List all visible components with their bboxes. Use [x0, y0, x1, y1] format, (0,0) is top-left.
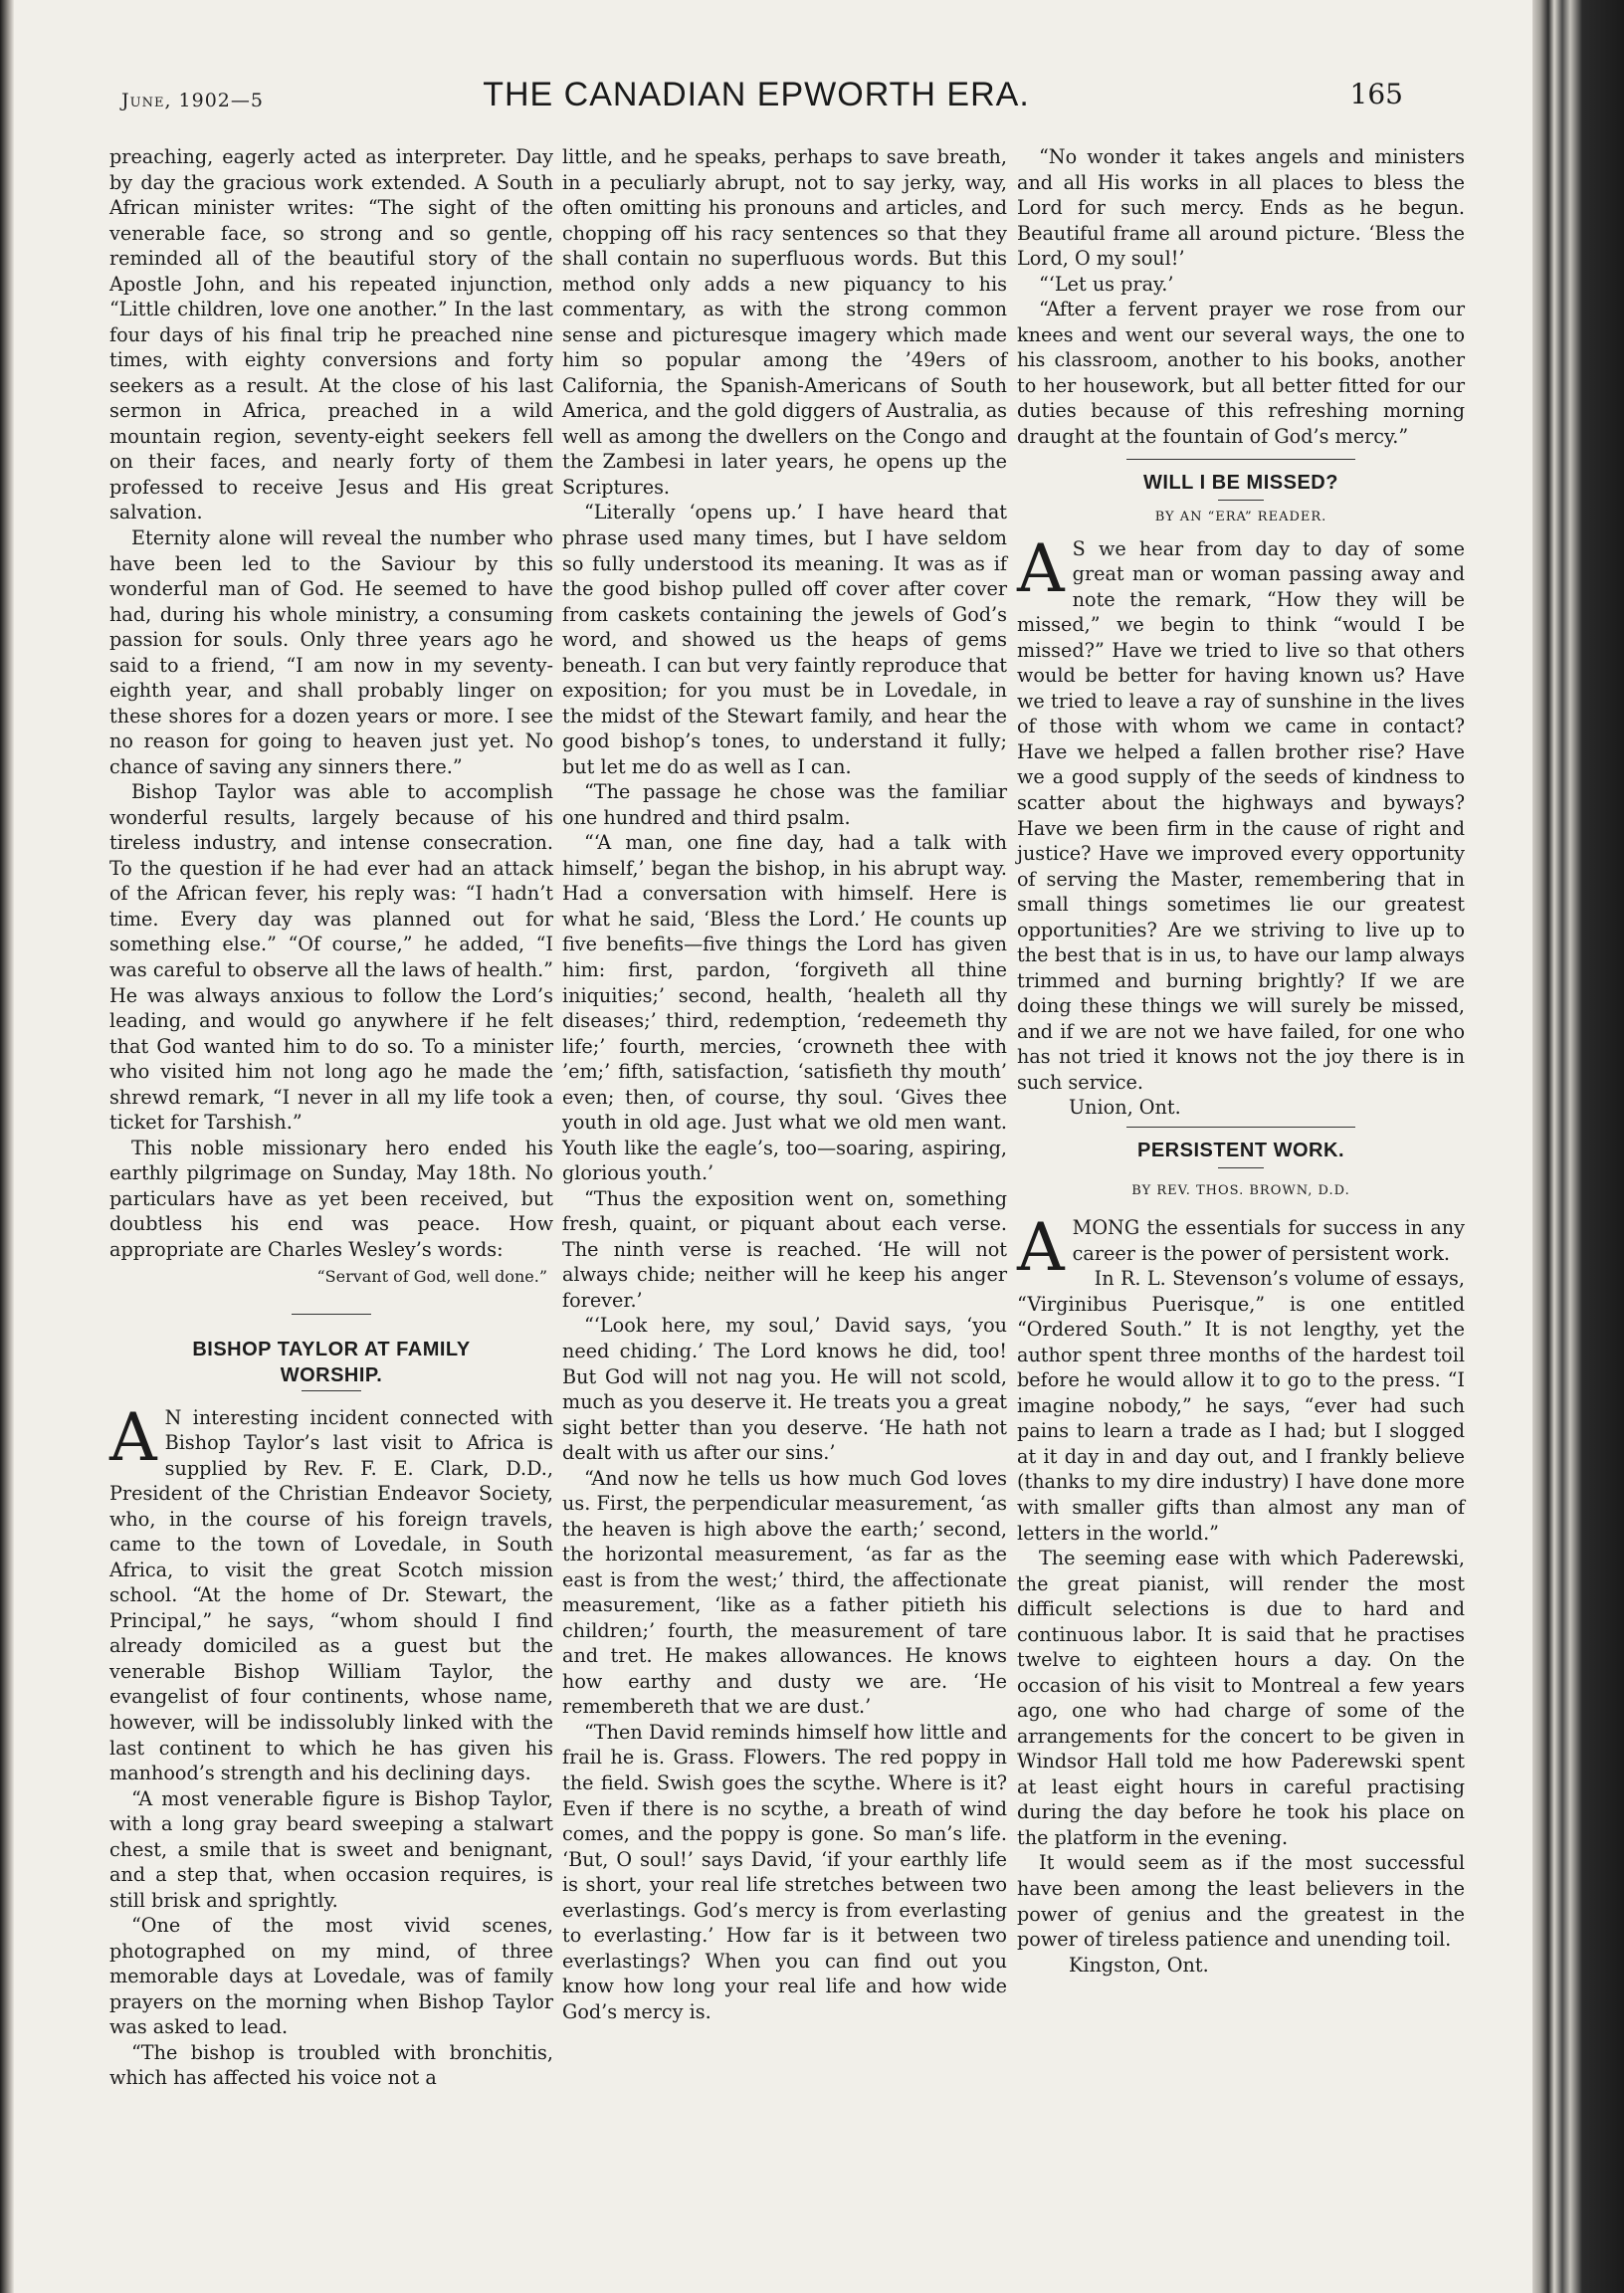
section-title: WILL I BE MISSED? [1143, 472, 1338, 495]
publication-title: THE CANADIAN EPWORTH ERA. [483, 76, 1030, 113]
paragraph: Eternity alone will reveal the number who have been led to the Saviour by this wonderful man of God. He seemed to have had, during his whole ministry, a consuming passion for souls. Only three years ago he said to a friend, “I am now in my seventy-eighth year, and shall probably linger on these shores for a dozen years or more. I see no reason for going to heaven just yet. No chance of saving any sinners there.” [109, 525, 553, 778]
signoff: Union, Ont. [1069, 1096, 1181, 1120]
page-number: 165 [1349, 78, 1403, 110]
page-header [109, 70, 1403, 129]
paragraph: This noble missionary hero ended his earthly pilgrimage on Sunday, May 18th. No particulars have as yet been received, but doubtless his end was peace. How appropriate are Charles Wesley’s words: [109, 1136, 553, 1261]
paragraph: “Literally ‘opens up.’ I have heard that phrase used many times, but I have seldom so fully understood its meaning. It was as if the good bishop pulled off cover after cover from caskets containing the jewels of God’s word, and showed us the heaps of gems beneath. I can but very faintly reproduce that exposition; for you must be in Lovedale, in the midst of the Stewart family, and hear the good bishop’s tones, to understand it fully; but let me do as well as I can. [562, 501, 1007, 778]
drop-cap: A [1017, 529, 1065, 607]
section-title: PERSISTENT WORK. [1136, 1139, 1344, 1161]
paragraph: N interesting incident connected with Bishop Taylor’s last visit to Africa is supplied by Rev. F. E. Clark, D.D., President of the Christian Endeavor Society, who, in the course of his foreign travels, came to the town of Lovedale, in South Africa, to visit the great Scotch mission school. “At the home of Dr. Stewart, the Principal,” he says, “whom should I find already domiciled as a guest but the venerable Bishop William Taylor, the evangelist of four continents, whose name, however, will be indissolubly linked with the last continent to which he has given his manhood’s strength and his declining days. [109, 1405, 553, 1785]
section-title [109, 1337, 553, 1388]
binding-gutter [0, 0, 14, 2293]
wesley-quote: “Servant of God, well done.” [316, 1267, 547, 1287]
article-opening [109, 1398, 553, 1786]
paragraph: “‘A man, one fine day, had a talk with himself,’ began the bishop, in his abrupt way. Had a conversation with himself. Here is what he said, ‘Bless the Lord.’ He counts up five benefits—five things the Lord has given him: first, pardon, ‘forgiveth all thine iniquities;’ second, health, ‘healeth all thy diseases;’ third, redemption, ‘redeemeth thy life;’ fourth, mercies, ‘crowneth thee with ’em;’ fifth, satisfaction, ‘satisfieth thy mouth’ even; then, of course, thy soul. ‘Gives thee youth in old age. Just what we old men want. Youth like the eagle’s, too—soaring, aspiring, glorious youth.’ [562, 831, 1007, 1185]
paragraph: In R. L. Stevenson’s volume of essays, “Virginibus Puerisque,” is one entitled “Ordered South.” It is not lengthy, yet the author spent three months of the hardest toil before he would allow it to go to the press. “I imagine nobody,” he says, “ever had such pains to learn a trade as I had; but I slogged at it day in and day out, and I frankly believe (thanks to my dire industry) I have done more with smaller gifts than almost any man of letters in the world.” [1017, 1267, 1465, 1545]
drop-cap: A [1017, 1209, 1065, 1287]
column-3 [1017, 144, 1465, 1978]
paragraph: “The passage he chose was the familiar one hundred and third psalm. [562, 780, 1007, 829]
column-2 [562, 144, 1007, 2024]
paragraph: MONG the essentials for success in any career is the power of persistent work. [1072, 1216, 1465, 1265]
paragraph: “One of the most vivid scenes, photographed on my mind, of three memorable days at Lovedale, was of family prayers on the morning when Bishop Taylor was asked to lead. [109, 1914, 553, 2039]
paragraph: “‘Look here, my soul,’ David says, ‘you need chiding.’ The Lord knows he did, too! But God will not nag you. He will not scold, much as you deserve it. He treats you a great sight better than you deserve. ‘He hath not dealt with us after our sins.’ [562, 1314, 1007, 1465]
issue-date: June, 1902—5 [121, 90, 264, 111]
paragraph: It would seem as if the most successful have been among the least believers in the power of genius and the greatest in the power of tireless patience and unending toil. [1017, 1851, 1465, 1952]
column-1 [109, 144, 553, 2091]
paragraph: “Thus the exposition went on, something fresh, quaint, or piquant about each verse. The ninth verse is reached. ‘He will not always chide; neither will he keep his anger forever.’ [562, 1186, 1007, 1312]
paragraph: “A most venerable figure is Bishop Taylor, with a long gray beard sweeping a stalwart chest, a smile that is sweet and benignant, and a step that, when occasion requires, is still brisk and sprightly. [109, 1786, 553, 1912]
paragraph: The seeming ease with which Paderewski, the great pianist, will render the most difficult selections is due to hard and continuous labor. It is said that he practises twelve to eighteen hours a day. On the occasion of his visit to Montreal a few years ago, one who had charge of some of the arrangements for the concert to be given in Windsor Hall told me how Paderewski spent at least eight hours in careful practising during the day before he took his place on the platform in the evening. [1017, 1547, 1465, 1849]
page-edge-shadow [1532, 0, 1624, 2293]
byline: BY AN “ERA” READER. [1154, 510, 1327, 525]
paragraph: S we hear from day to day of some great man or woman passing away and note the remark, “How they will be missed,” we begin to think “would I be missed?” Have we tried to live so that others would be better for having known us? Have we tried to leave a ray of sunshine in the lives of those with whom we came in contact? Have we helped a fallen brother rise? Have we a good supply of the seeds of kindness to scatter about the highways and byways? Have we been firm in the cause of right and justice? Have we improved every opportunity of serving the Master, remembering that in small things sometimes lie our greatest opportunities? Are we striving to live up to the best that is in us, to have our lamp always trimmed and burning brightly? If we are doing these things we will surely be missed, and if we are not we have failed, for one who has not tried it knows not the joy there is in such service. [1017, 536, 1465, 1094]
paragraph: “The bishop is troubled with bronchitis, which has affected his voice not a [109, 2040, 553, 2090]
article-opening [1017, 529, 1465, 1096]
drop-cap: A [109, 1398, 157, 1476]
paragraph: “No wonder it takes angels and ministers and all His works in all places to bless the Lord for such mercy. Ends as he begun. Beautiful frame all around picture. ‘Bless the Lord, O my soul!’ [1017, 145, 1465, 271]
paragraph: “Then David reminds himself how little and frail he is. Grass. Flowers. The red poppy in the field. Swish goes the scythe. Where is it? Even if there is no scythe, a breath of wind comes, and the poppy is gone. So man’s life. ‘But, O soul!’ says David, ‘if your earthly life is short, your real life stretches between two everlastings. God’s mercy is from everlasting to everlasting.’ How far is it between two everlastings? When you can find out you know how long your real life and how wide God’s mercy is. [562, 1720, 1007, 2023]
paragraph: preaching, eagerly acted as interpreter. Day by day the gracious work extended. A South African minister writes: “The sight of the venerable face, so strong and so gentle, reminded all of the beautiful story of the Apostle John, and his repeated injunction, “Little children, love one another.” In the last four days of his final trip he preached nine times, with eighty conversions and forty seekers as a result. At the close of his last sermon in Africa, preached in a wild mountain region, seventy-eight seekers fell on their faces, and nearly forty of them professed to receive Jesus and His great salvation. [109, 145, 553, 524]
paragraph: little, and he speaks, perhaps to save breath, in a peculiarly abrupt, not to say jerky, way, often omitting his pronouns and articles, and chopping off his racy sentences so that they shall contain no superfluous words. But this method only adds a new piquancy to his commentary, as with the strong common sense and picturesque imagery which made him so popular among the ’49ers of California, the Spanish-Americans of South America, and the gold diggers of Australia, as well as among the dwellers on the Congo and the Zambesi in later years, he opens up the Scriptures. [562, 145, 1007, 499]
signoff: Kingston, Ont. [1069, 1953, 1209, 1977]
byline: BY REV. THOS. BROWN, D.D. [1131, 1182, 1350, 1198]
article-opening [1017, 1209, 1465, 1287]
paragraph: “‘Let us pray.’ [1039, 272, 1174, 296]
section-title-line: BISHOP TAYLOR AT FAMILY [192, 1338, 471, 1360]
paragraph: Bishop Taylor was able to accomplish wonderful results, largely because of his tireless industry, and intense consecration. To the question if he had ever had an attack of the African fever, his reply was: “I hadn’t time. Every day was planned out for something else.” “Of course,” he added, “I was careful to observe all the laws of health.” He was always anxious to follow the Lord’s leading, and would go anywhere if he felt that God wanted him to do so. To a minister who visited him not long ago he made the shrewd remark, “I never in all my life took a ticket for Tarshish.” [109, 780, 553, 1135]
paragraph: “And now he tells us how much God loves us. First, the perpendicular measurement, ‘as the heaven is high above the earth;’ second, the horizontal measurement, ‘as far as the east is from the west;’ third, the affectionate measurement, ‘like as a father pitieth his children;’ fourth, the measurement of tare and tret. He makes allowances. He knows how earthy and dusty we are. ‘He remembereth that we are dust.’ [562, 1466, 1007, 1719]
section-title-line: WORSHIP. [280, 1363, 383, 1386]
paragraph: “After a fervent prayer we rose from our knees and went our several ways, the one to his classroom, another to his books, another to her housework, but all better fitted for our duties because of this refreshing morning draught at the fountain of God’s mercy.” [1017, 298, 1465, 448]
